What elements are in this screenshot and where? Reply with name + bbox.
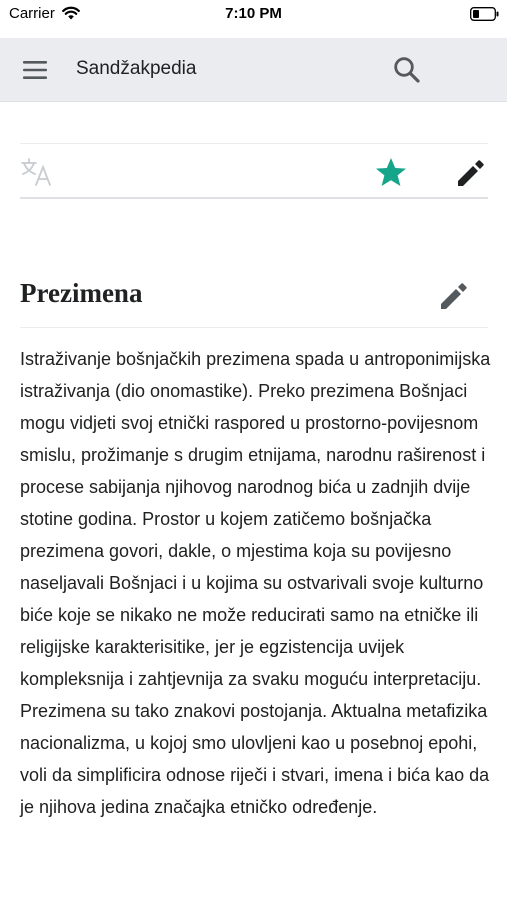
battery-icon (470, 7, 499, 21)
app-bar (0, 38, 507, 102)
search-icon[interactable] (392, 55, 422, 85)
section-header (20, 268, 488, 328)
status-bar (0, 0, 507, 30)
pencil-icon[interactable] (455, 157, 487, 187)
article-toolbar (20, 143, 488, 199)
carrier-label: Carrier (9, 5, 55, 22)
section-title: Prezimena (20, 278, 143, 308)
app-title: Sandžakpedia (76, 58, 197, 79)
translate-icon[interactable] (20, 157, 54, 187)
section-edit-icon[interactable] (438, 280, 470, 310)
menu-icon[interactable] (20, 57, 50, 83)
status-time: 7:10 PM (225, 5, 282, 22)
section-body-text: Istraživanje bošnjačkih prezimena spada u antroponimijska istraživanja (dio onomastike). Preko prezimena Bošnjaci mogu vidjeti svoj etnički raspored u prostorno-povijesnom smislu, prožimanje s drugim etnijama, narodnu raširenost i procese sabijanja njihovog narodnog bića u zadnjih dvije stotine godina. Prostor u kojem zatičemo bošnjačka prezimena govori, dakle, o mjestima koja su povijesno naseljavali Bošnjaci i u kojima su ostvarivali svoje kulturno biće koje se nikako ne može reducirati samo na etničke ili religijske karakterisitike, jer je egzistencija uvijek kompleksnija i zahtjevnija za svaku moguću interpretaciju. Prezimena su tako znakovi postojanja. Aktualna metafizika nacionalizma, u kojoj smo ulovljeni kao u posebnoj epohi, voli da simplificira odnose riječi i stvari, imena i bića kao da je njihova jedina značajka etničko određenje. (20, 349, 491, 817)
star-icon[interactable] (375, 157, 407, 187)
